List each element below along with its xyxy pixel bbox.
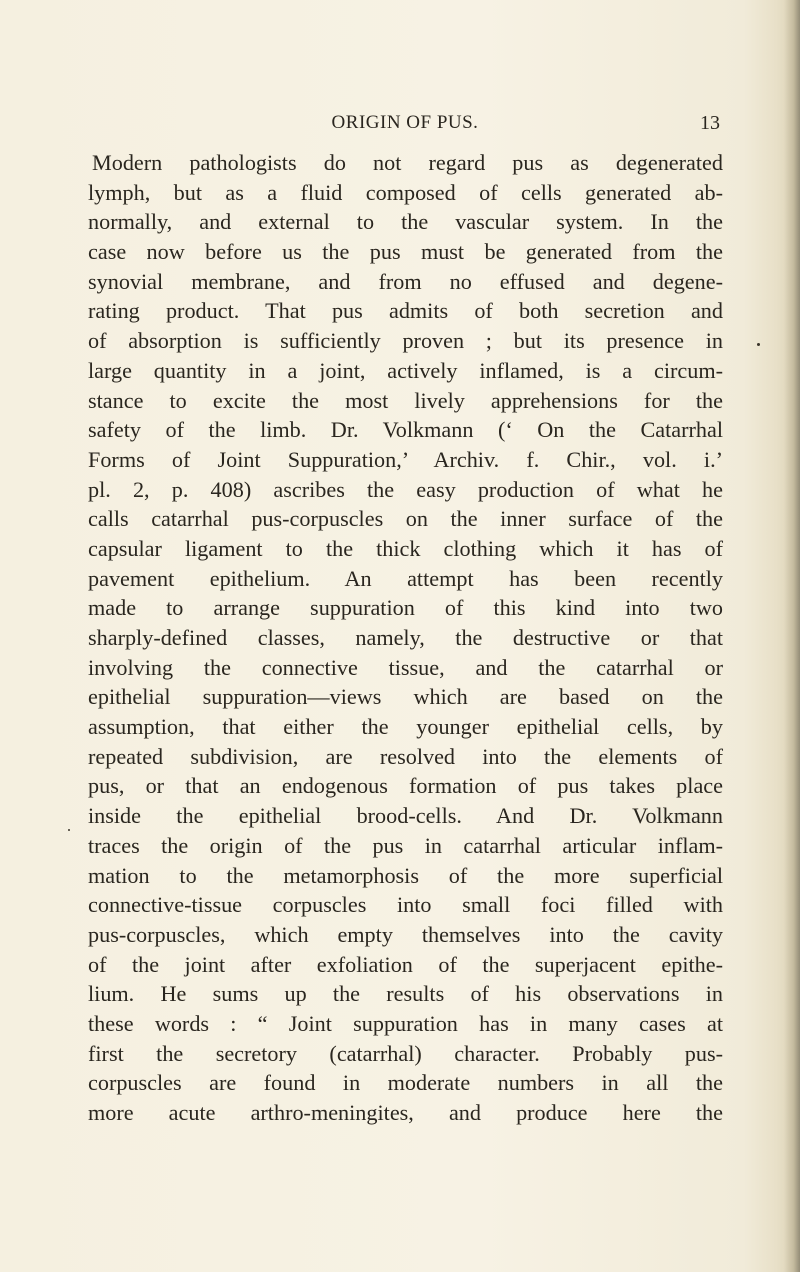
text-line: connective-tissue corpuscles into small foci filled with: [88, 892, 723, 918]
page-header: [90, 112, 720, 140]
text-line: epithelial suppuration—views which are based on the: [88, 684, 723, 710]
text-line: pl. 2, p. 408) ascribes the easy production of what he: [88, 476, 723, 502]
text-line: involving the connective tissue, and the catarrhal or: [88, 654, 723, 680]
text-line: first the secretory (catarrhal) character. Probably pus-: [88, 1040, 723, 1066]
text-line: inside the epithelial brood-cells. And Dr. Volkmann: [88, 803, 723, 829]
text-line: sharply-defined classes, namely, the destructive or that: [88, 625, 723, 650]
text-line: safety of the limb. Dr. Volkmann (‘ On the Catarrhal: [88, 417, 723, 443]
body-text: [88, 148, 723, 1128]
text-line: traces the origin of the pus in catarrhal articular inflam-: [88, 832, 723, 858]
text-line: mation to the metamorphosis of the more superficial: [88, 862, 723, 888]
page-edge-shadow: [784, 0, 800, 1272]
text-line: lymph, but as a fluid composed of cells generated ab-: [88, 179, 723, 205]
text-line: case now before us the pus must be generated from the: [88, 239, 723, 265]
ink-speck: [68, 829, 70, 831]
text-line: pavement epithelium. An attempt has been recently: [88, 565, 723, 591]
text-line: pus, or that an endogenous formation of pus takes place: [88, 773, 723, 799]
text-line: assumption, that either the younger epithelial cells, by: [88, 714, 723, 740]
text-line: stance to excite the most lively apprehensions for the: [88, 387, 723, 413]
text-line: lium. He sums up the results of his observations in: [88, 981, 723, 1007]
text-line: capsular ligament to the thick clothing which it has of: [88, 535, 723, 561]
page-number: 13: [700, 112, 720, 134]
text-line: Forms of Joint Suppuration,’ Archiv. f. Chir., vol. i.’: [88, 446, 723, 472]
ink-speck: [757, 343, 760, 346]
text-line: corpuscles are found in moderate numbers in all the: [88, 1070, 723, 1096]
text-line: synovial membrane, and from no effused and degene-: [88, 268, 723, 294]
text-line: more acute arthro-meningites, and produce here the: [88, 1100, 723, 1125]
text-line: repeated subdivision, are resolved into the elements of: [88, 743, 723, 769]
text-line: made to arrange suppuration of this kind into two: [88, 595, 723, 621]
text-line: normally, and external to the vascular system. In the: [88, 209, 723, 235]
text-line: of the joint after exfoliation of the superjacent epithe-: [88, 951, 723, 977]
text-line: calls catarrhal pus-corpuscles on the inner surface of the: [88, 506, 723, 532]
text-line: large quantity in a joint, actively inflamed, is a circum-: [88, 357, 723, 383]
running-head: ORIGIN OF PUS.: [331, 112, 479, 133]
text-line: of absorption is sufficiently proven ; but its presence in: [88, 328, 723, 354]
text-line: rating product. That pus admits of both secretion and: [88, 298, 723, 324]
text-line: these words : “ Joint suppuration has in many cases at: [88, 1010, 723, 1036]
text-line: pus-corpuscles, which empty themselves into the cavity: [88, 921, 723, 947]
text-line: Modern pathologists do not regard pus as degenerated: [92, 150, 723, 175]
